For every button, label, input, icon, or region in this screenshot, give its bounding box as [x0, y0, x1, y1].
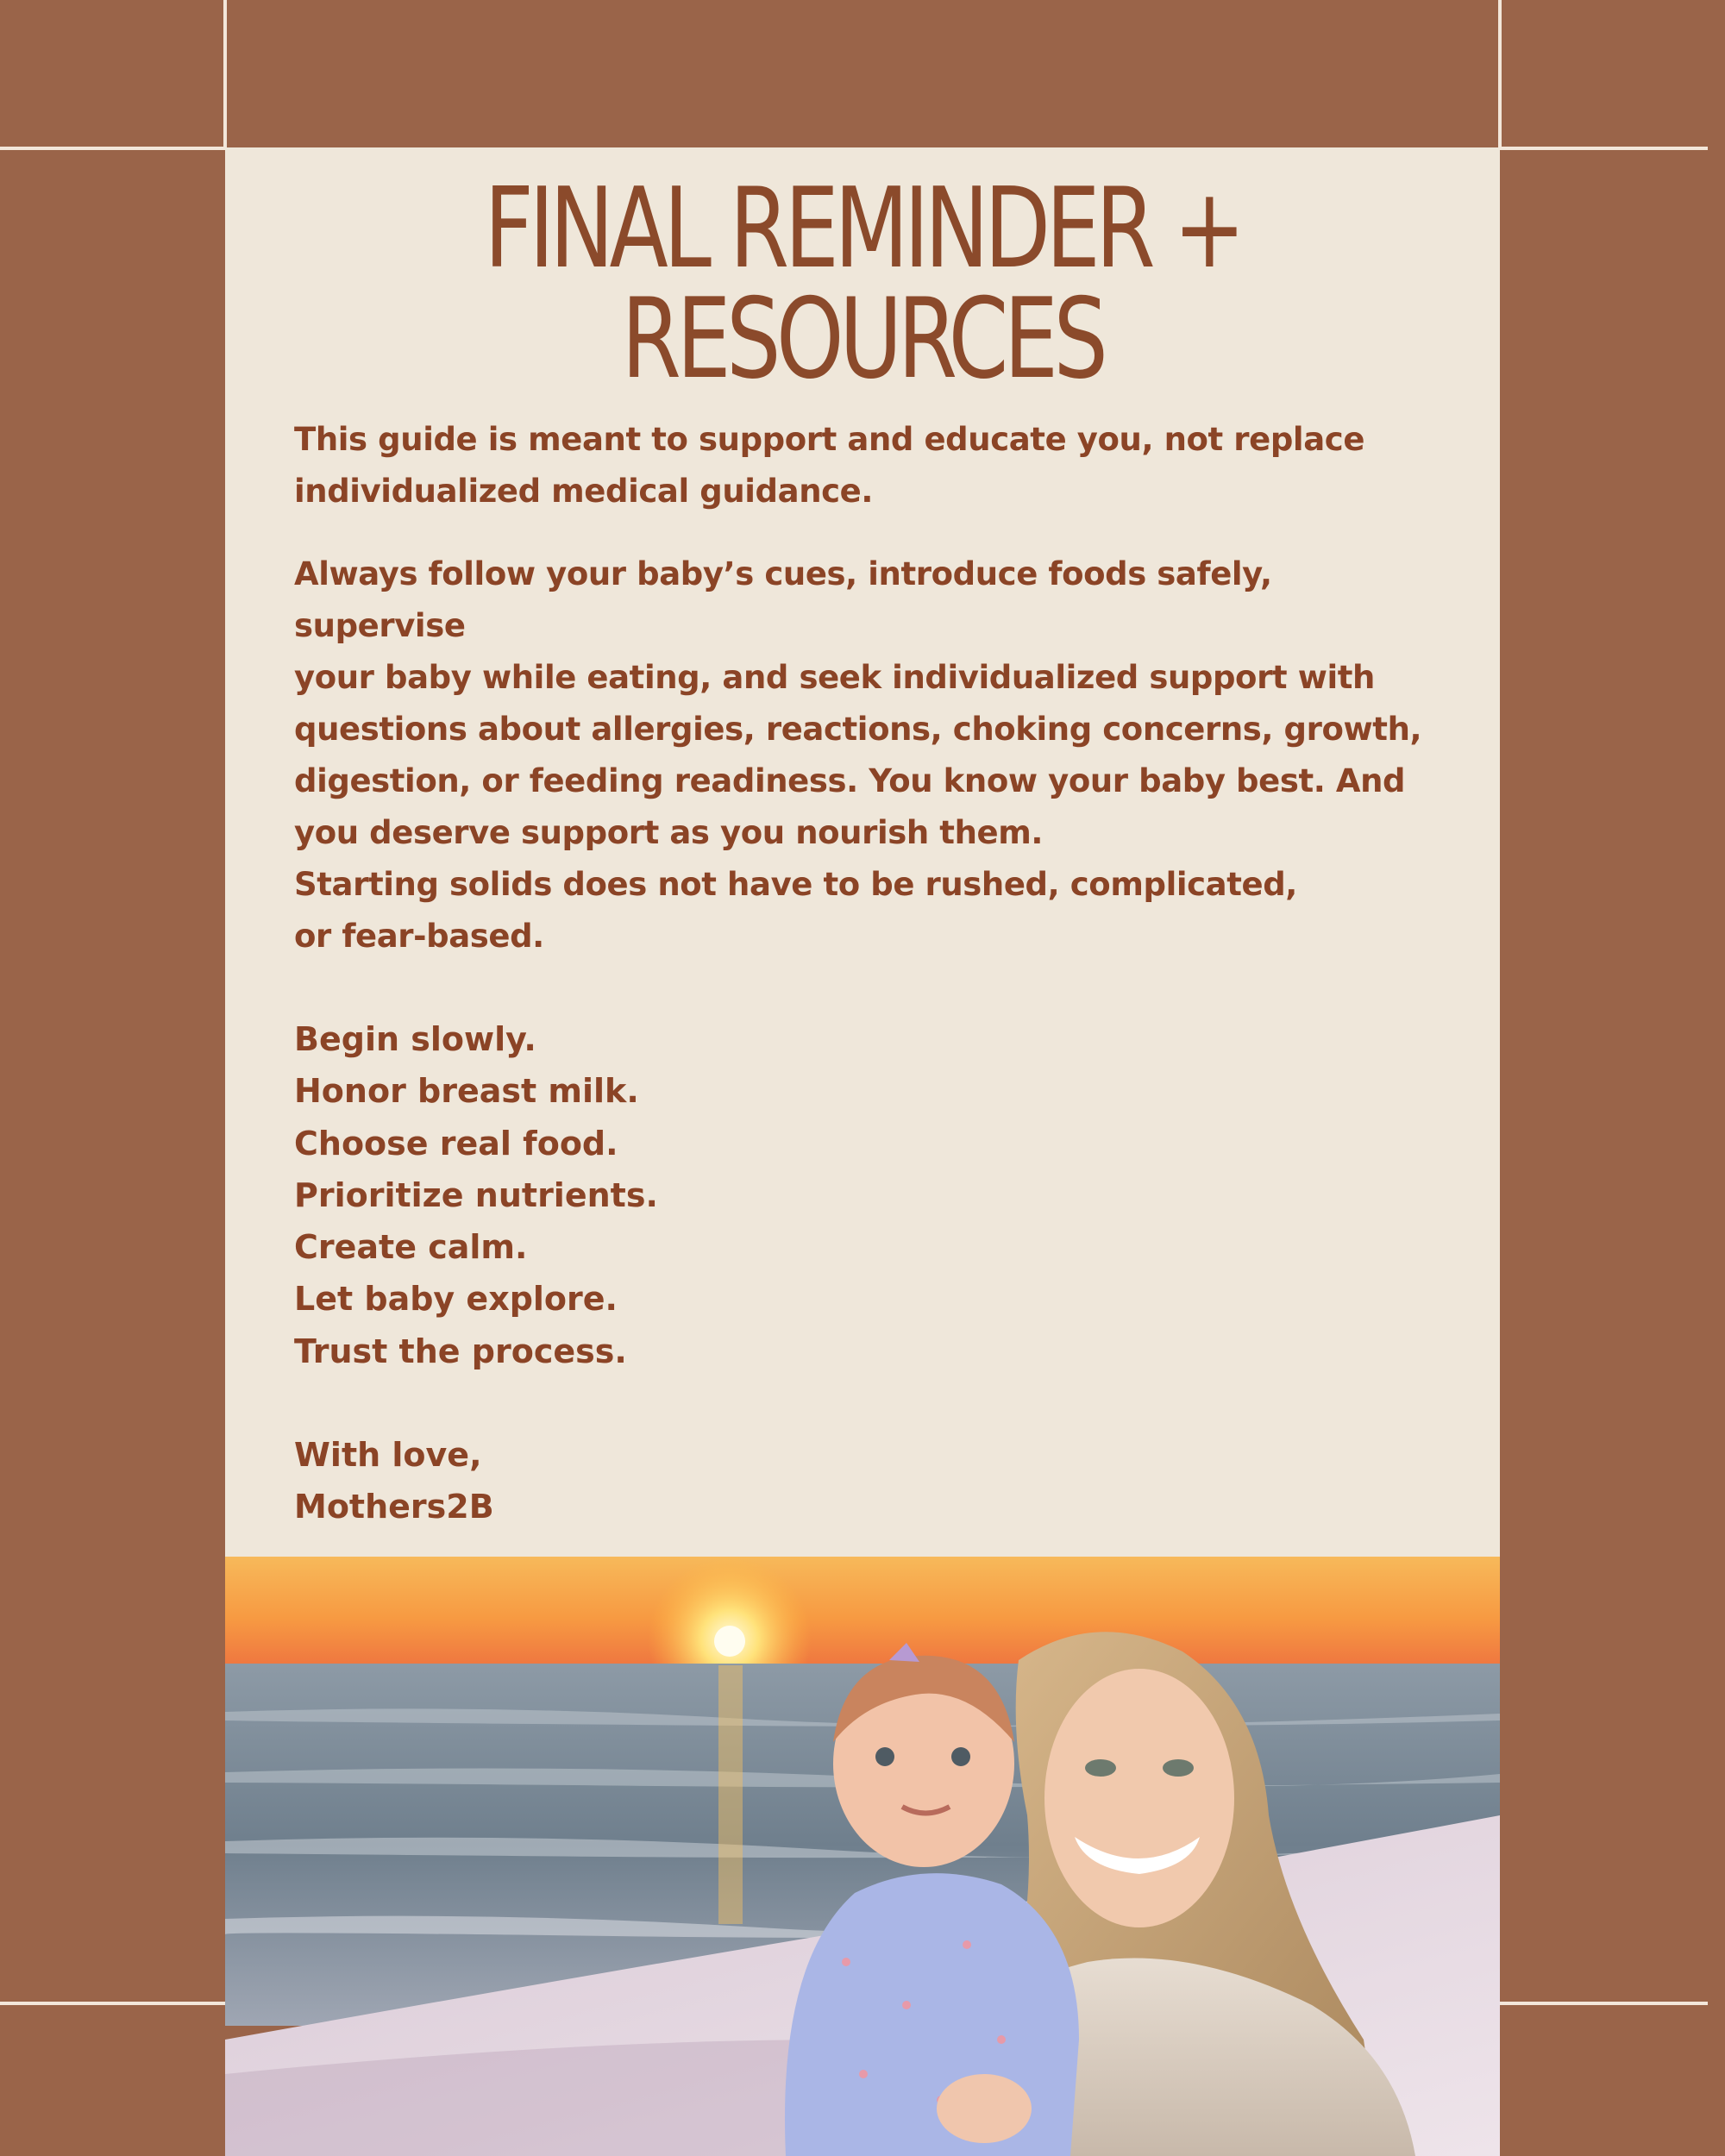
frame-line-horizontal-top-left [0, 147, 227, 150]
page-title-line-1: FINAL REMINDER + [484, 165, 1241, 293]
solids-paragraph: Starting solids does not have to be rushed, complicated, or fear-based. [294, 866, 1297, 955]
frame-line-vertical-left [223, 0, 227, 147]
beach-sunset-photo-icon [225, 1557, 1500, 2156]
page-title [366, 165, 1360, 404]
disclaimer-paragraph: This guide is meant to support and educate you, not replace individualized medical guidance. [294, 421, 1365, 510]
reminder-list [294, 1013, 658, 1377]
reminder-item: Create calm. [294, 1228, 528, 1267]
reminder-item: Prioritize nutrients. [294, 1175, 658, 1214]
frame-line-horizontal-bottom-left [0, 2002, 227, 2005]
page-title-line-2: RESOURCES [621, 275, 1104, 404]
reminder-item: Honor breast milk. [294, 1072, 639, 1111]
signoff-closing: With love, [294, 1436, 482, 1474]
mother-and-baby-photo [225, 1557, 1500, 2156]
reminder-item: Trust the process. [294, 1332, 627, 1370]
frame-line-horizontal-bottom-right [1498, 2002, 1708, 2005]
signoff-name: Mothers2B [294, 1488, 494, 1526]
signoff [294, 1429, 494, 1533]
frame-line-horizontal-top-right [1498, 147, 1708, 150]
frame-line-vertical-right [1498, 0, 1502, 147]
reminder-item: Choose real food. [294, 1124, 618, 1163]
reminder-item: Let baby explore. [294, 1280, 618, 1319]
guidance-paragraph: Always follow your baby’s cues, introduce foods safely, supervise your baby while eating, and seek individualized support with questions about allergies, reactions, choking concerns, growth, digestion, or feeding readiness. You know your baby best. And you deserve support as you nourish them. [294, 555, 1422, 851]
reminder-item: Begin slowly. [294, 1020, 536, 1058]
